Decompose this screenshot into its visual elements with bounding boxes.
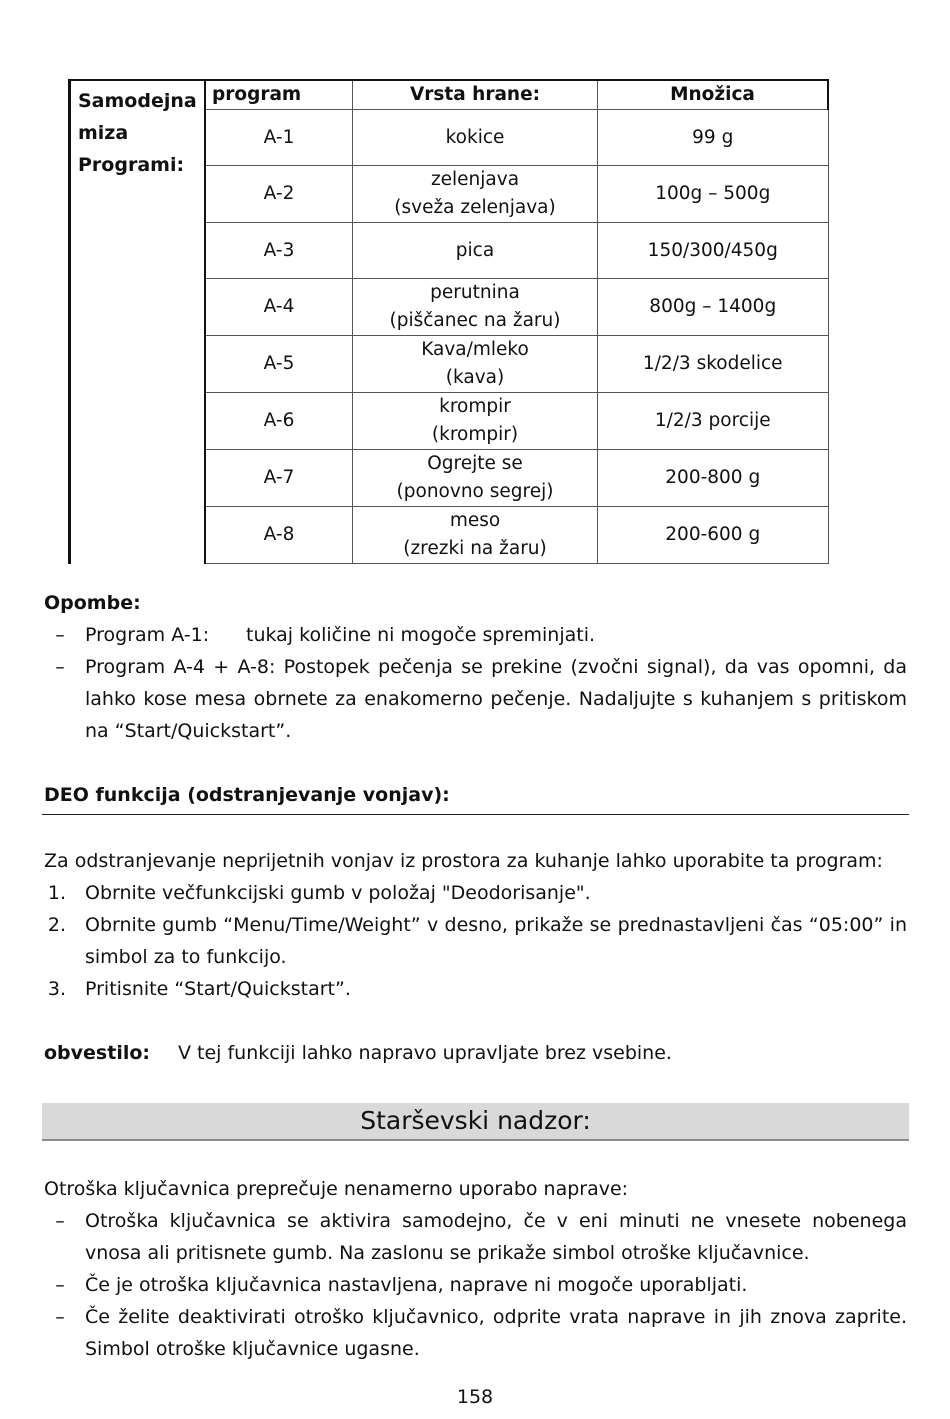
header-program: program xyxy=(205,80,353,110)
parental-item: Če želite deaktivirati otroško ključavnico, odprite vrata naprave in jih znova zaprite. Simbol otroške ključavnice ugasne. xyxy=(85,1306,907,1360)
cell-amount: 800g – 1400g xyxy=(598,279,829,336)
cell-program: A-1 xyxy=(205,110,353,166)
deo-heading: DEO funkcija (odstranjevanje vonjav): xyxy=(44,784,450,806)
step-text: Obrnite večfunkcijski gumb v položaj "Deodorisanje". xyxy=(85,882,591,904)
cell-program: A-2 xyxy=(205,166,353,223)
food-name: Kava/mleko xyxy=(421,339,529,360)
food-name: pica xyxy=(455,239,495,261)
cell-program: A-8 xyxy=(205,507,353,564)
header-amount: Množica xyxy=(598,80,829,110)
side-label-line: miza xyxy=(78,122,129,144)
food-name: perutnina xyxy=(430,282,520,303)
cell-food xyxy=(353,110,598,166)
step-number: 3. xyxy=(47,978,66,1000)
note-2-text: Program A-4 + A-8: Postopek pečenja se prekine (zvočni signal), da vas opomni, da lahko kose mesa obrnete za enakomerno pečenje. Nadaljujte s kuhanjem s pritiskom na “Start/Quickstart”. xyxy=(85,656,907,742)
cell-program: A-4 xyxy=(205,279,353,336)
parental-intro: Otroška ključavnica preprečuje nenamerno uporabo naprave: xyxy=(44,1178,629,1200)
food-detail: (sveža zelenjava) xyxy=(394,197,556,218)
food-name: krompir xyxy=(439,396,511,417)
cell-food xyxy=(353,507,598,564)
step-number: 2. xyxy=(47,914,66,936)
auto-programs-table xyxy=(68,79,829,564)
bullet-dash: – xyxy=(55,1306,65,1328)
section-title-banner: Starševski nadzor: xyxy=(42,1103,909,1141)
food-name: meso xyxy=(449,510,501,531)
section-divider xyxy=(42,814,909,815)
food-name: Ogrejte se xyxy=(427,453,523,474)
cell-food xyxy=(353,393,598,450)
notes-heading: Opombe: xyxy=(44,592,141,614)
header-food-type: Vrsta hrane: xyxy=(353,80,598,110)
cell-food xyxy=(353,166,598,223)
bullet-dash: – xyxy=(55,1210,65,1232)
cell-program: A-5 xyxy=(205,336,353,393)
cell-amount: 99 g xyxy=(598,110,829,166)
cell-amount: 150/300/450g xyxy=(598,223,829,279)
notice-text: V tej funkciji lahko napravo upravljate brez vsebine. xyxy=(178,1042,672,1064)
food-name: zelenjava xyxy=(430,169,520,190)
cell-food xyxy=(353,336,598,393)
cell-amount: 1/2/3 porcije xyxy=(598,393,829,450)
cell-food xyxy=(353,279,598,336)
cell-food xyxy=(353,223,598,279)
food-detail: (kava) xyxy=(445,367,505,388)
food-detail: (ponovno segrej) xyxy=(396,481,554,502)
cell-program: A-3 xyxy=(205,223,353,279)
cell-program: A-6 xyxy=(205,393,353,450)
notice-label: obvestilo: xyxy=(44,1042,150,1064)
cell-amount: 100g – 500g xyxy=(598,166,829,223)
parental-item: Otroška ključavnica se aktivira samodejno, če v eni minuti ne vnesete nobenega vnosa ali pritisnete gumb. Na zaslonu se prikaže simbol otroške ključavnice. xyxy=(85,1210,907,1264)
table-side-label xyxy=(70,80,206,564)
food-detail: (piščanec na žaru) xyxy=(389,310,561,331)
cell-amount: 200-800 g xyxy=(598,450,829,507)
bullet-dash: – xyxy=(55,1274,65,1296)
food-detail: (krompir) xyxy=(431,424,519,445)
parental-item: Če je otroška ključavnica nastavljena, naprave ni mogoče uporabljati. xyxy=(85,1274,748,1296)
deo-intro: Za odstranjevanje neprijetnih vonjav iz prostora za kuhanje lahko uporabite ta program: xyxy=(44,850,883,872)
step-text: Obrnite gumb “Menu/Time/Weight” v desno, prikaže se prednastavljeni čas “05:00” in simbol za to funkcijo. xyxy=(85,914,907,968)
side-label-line: Programi: xyxy=(78,154,185,176)
cell-amount: 200-600 g xyxy=(598,507,829,564)
note-1-label: Program A-1: xyxy=(85,624,210,646)
food-detail: (zrezki na žaru) xyxy=(403,538,547,559)
step-text: Pritisnite “Start/Quickstart”. xyxy=(85,978,351,1000)
cell-amount: 1/2/3 skodelice xyxy=(598,336,829,393)
bullet-dash: – xyxy=(55,656,65,678)
bullet-dash: – xyxy=(55,624,65,646)
food-name: kokice xyxy=(445,126,505,148)
page-number: 158 xyxy=(456,1386,494,1408)
cell-program: A-7 xyxy=(205,450,353,507)
side-label-line: Samodejna xyxy=(78,90,197,112)
step-number: 1. xyxy=(47,882,66,904)
table-header-row xyxy=(70,80,829,110)
cell-food xyxy=(353,450,598,507)
note-1-text: tukaj količine ni mogoče spreminjati. xyxy=(246,624,596,646)
